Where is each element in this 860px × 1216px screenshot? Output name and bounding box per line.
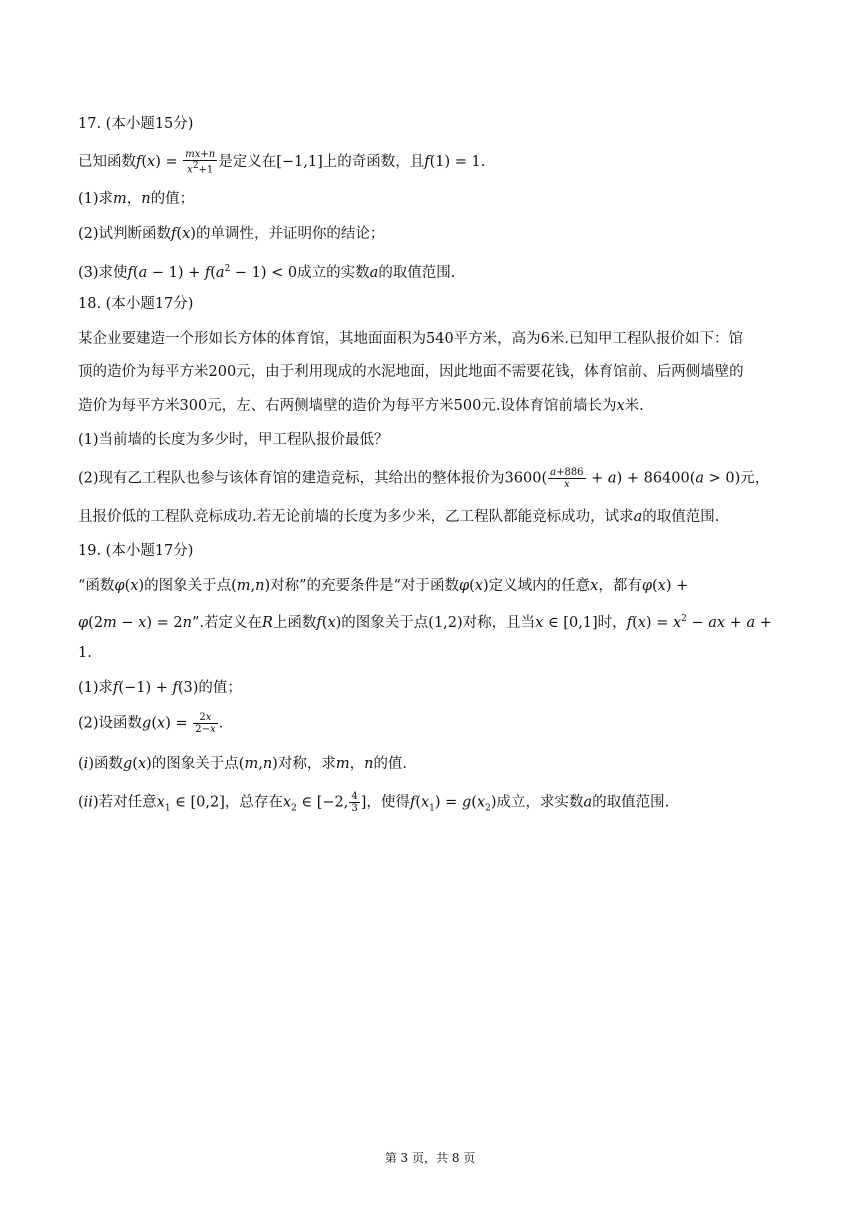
q19-stem-line1: “函数φ(x)的图象关于点(m,n)对称”的充要条件是“对于函数φ(x)定义域内的任意x，都有φ(x) + bbox=[78, 578, 689, 594]
page-footer: 第 3 页，共 8 页 bbox=[384, 1151, 476, 1165]
q19-part-ii: (ii)若对任意$x_1$ ∈ [0,2]，总存在$x_2$ ∈ [−2, $\frac{4}{3}$ ]，使得$f(x_1) = g(x_2)$成立，求实数a的取值范围. bbox=[78, 791, 670, 814]
q19-part-i: (i)函数g(x)的图象关于点(m,n)对称，求m，n的值. bbox=[78, 756, 408, 772]
q18-part2-line1: (2)现有乙工程队也参与该体育馆的建造竞标，其给出的整体报价为3600( $\frac{a+886}{x}$ + a) + 86400(a > 0)元， bbox=[78, 467, 770, 490]
q18-header: 18. (本小题17分) bbox=[78, 296, 194, 312]
q19-stem-line2: φ(2m − x) = 2n”.若定义在R上函数f(x)的图象关于点(1,2)对称，且当x ∈ [0,1]时，$f(x) = x^2$ − ax + a + bbox=[78, 614, 772, 631]
q17-part2: (2)试判断函数f(x)的单调性，并证明你的结论； bbox=[78, 226, 385, 242]
q17-part1: (1)求m，n的值； bbox=[78, 191, 195, 207]
q18-part1: (1)当前墙的长度为多少时，甲工程队报价最低？ bbox=[78, 432, 389, 448]
q18-part2-line2: 且报价低的工程队竞标成功.若无论前墙的长度为多少米，乙工程队都能竞标成功，试求a的取值范围. bbox=[78, 509, 720, 525]
q17-part3: (3)求使$f(a - 1) + f(a^2 - 1) < 0$成立的实数a的取值范围. bbox=[78, 264, 456, 281]
q17-stem: 已知函数f(x) = $\frac{mx+n}{x^2+1}$ 是定义在[−1,1]上的奇函数，且f(1) = 1. bbox=[78, 149, 486, 176]
q19-part2: (2)设函数g(x) = $\frac{2x}{2-x}$ . bbox=[78, 712, 224, 735]
q18-stem-line2: 顶的造价为每平方米200元，由于利用现成的水泥地面，因此地面不需要花钱，体育馆前、后两侧墙壁的 bbox=[78, 364, 744, 380]
q19-stem-line3: 1. bbox=[78, 645, 92, 661]
q18-stem-line1: 某企业要建造一个形如长方体的体育馆，其地面面积为540平方米，高为6米.已知甲工程队报价如下：馆 bbox=[78, 331, 744, 347]
q17-header: 17. (本小题15分) bbox=[78, 116, 194, 132]
q19-header: 19. (本小题17分) bbox=[78, 543, 194, 559]
q19-part1: (1)求f(−1) + f(3)的值； bbox=[78, 680, 242, 696]
q18-stem-line3: 造价为每平方米300元，左、右两侧墙壁的造价为每平方米500元.设体育馆前墙长为x米. bbox=[78, 398, 644, 414]
